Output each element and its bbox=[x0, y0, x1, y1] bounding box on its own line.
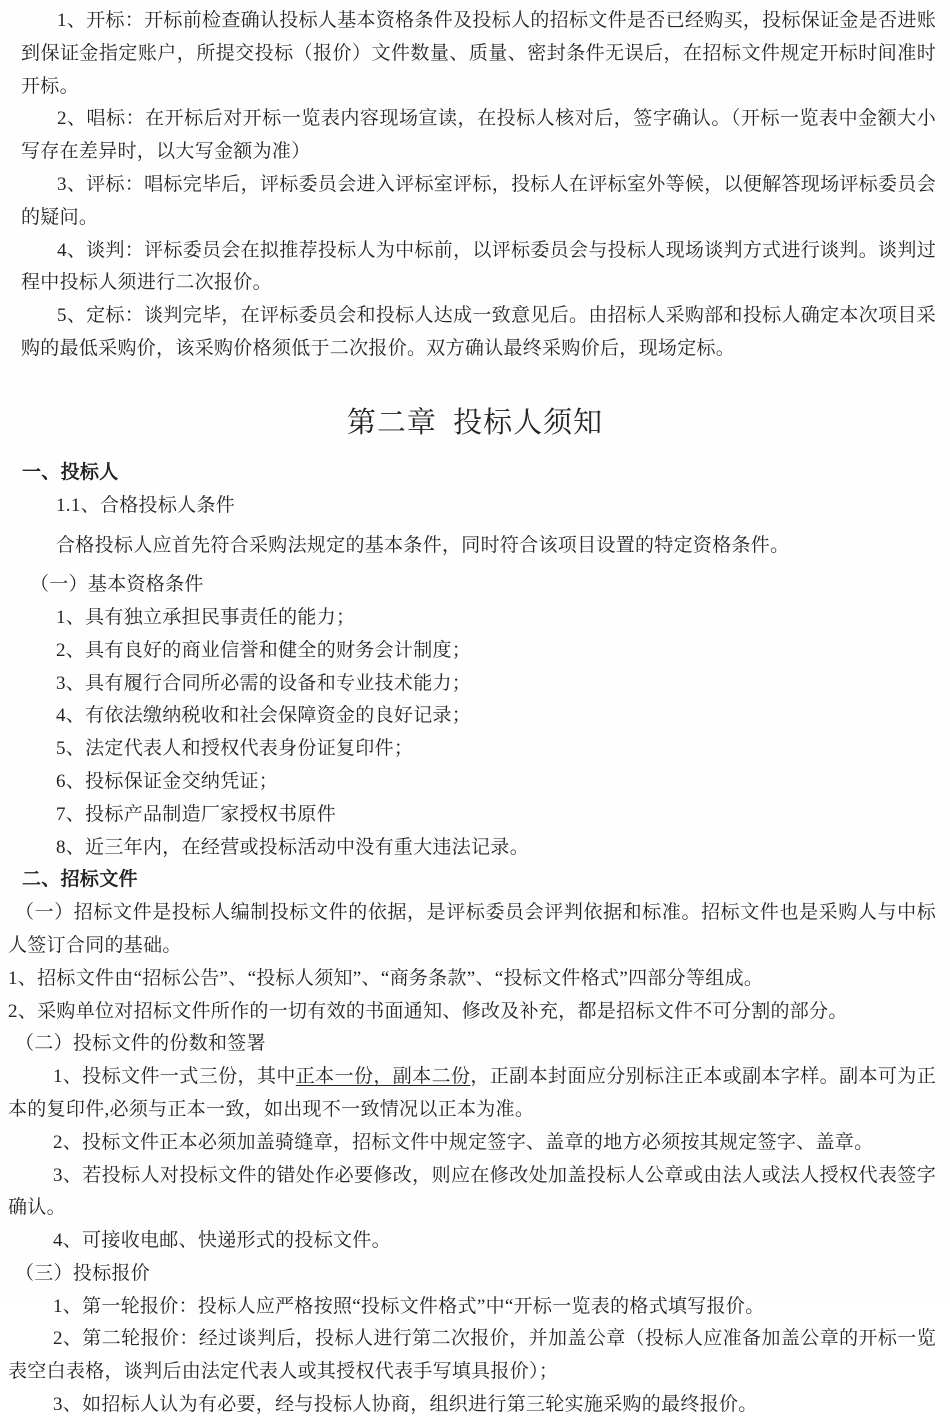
basic-condition-item: 1、具有独立承担民事责任的能力； bbox=[56, 606, 356, 628]
section2-heading: 二、招标文件 bbox=[22, 869, 138, 891]
basic-condition-item: 3、具有履行合同所必需的设备和专业技术能力； bbox=[56, 672, 472, 694]
copies-and-signing-title: （二）投标文件的份数和签署 bbox=[15, 1033, 266, 1055]
basic-condition-item: 6、投标保证金交纳凭证； bbox=[56, 770, 279, 792]
paragraph-read-bid: 2、唱标：在开标后对开标一览表内容现场宣读，在投标人核对后，签字确认。（开标一览表中金额大小写存在差异时，以大写金额为准） bbox=[21, 108, 936, 163]
chapter-title: 第二章 投标人须知 bbox=[346, 406, 604, 439]
section1-sub-heading: 1.1、合格投标人条件 bbox=[56, 494, 236, 516]
copies-item-underlined: 正本一份，副本二份 bbox=[295, 1066, 471, 1088]
basic-condition-item: 2、具有良好的商业信誉和健全的财务会计制度； bbox=[56, 639, 472, 661]
delivery-methods-item: 4、可接收电邮、快递形式的投标文件。 bbox=[53, 1230, 391, 1252]
sealing-stamp-item: 2、投标文件正本必须加盖骑缝章，招标文件中规定签字、盖章的地方必须按其规定签字、盖章。 bbox=[53, 1131, 874, 1153]
paragraph-award: 5、定标：谈判完毕，在评标委员会和投标人达成一致意见后。由招标人采购部和投标人确定本次项目采购的最低采购价，该采购价格须低于二次报价。双方确认最终采购价后，现场定标。 bbox=[21, 305, 936, 359]
second-round-quote-item: 2、第二轮报价：经过谈判后，投标人进行第二次报价，并加盖公章（投标人应准备加盖公章的开标一览表空白表格，谈判后由法定代表人或其授权代表手写填具报价）； bbox=[8, 1328, 936, 1383]
third-round-quote-item: 3、如招标人认为有必要，经与投标人协商，组织进行第三轮实施采购的最终报价。 bbox=[53, 1394, 758, 1416]
corrections-item: 3、若投标人对投标文件的错处作必要修改，则应在修改处加盖投标人公章或由法人或法人授权代表签字确认。 bbox=[8, 1164, 936, 1219]
basic-condition-item: 7、投标产品制造厂家授权书原件 bbox=[56, 803, 337, 825]
section1-heading: 一、投标人 bbox=[22, 461, 119, 483]
section1-lead: 合格投标人应首先符合采购法规定的基本条件，同时符合该项目设置的特定资格条件。 bbox=[56, 535, 790, 557]
tender-doc-amendments-item: 2、采购单位对招标文件所作的一切有效的书面通知、修改及补充，都是招标文件不可分割的部分。 bbox=[8, 1000, 848, 1022]
copies-item bbox=[8, 1061, 936, 1127]
copies-item-pre: 1、投标文件一式三份，其中 bbox=[53, 1066, 296, 1088]
basic-condition-item: 5、法定代表人和授权代表身份证复印件； bbox=[56, 738, 414, 760]
basic-conditions-title: （一）基本资格条件 bbox=[30, 574, 204, 596]
basic-condition-item: 8、近三年内，在经营或投标活动中没有重大违法记录。 bbox=[56, 836, 530, 858]
first-round-quote-item: 1、第一轮报价：投标人应严格按照“投标文件格式”中“开标一览表的格式填写报价。 bbox=[53, 1295, 765, 1317]
paragraph-evaluate-bid: 3、评标：唱标完毕后，评标委员会进入评标室评标，投标人在评标室外等候，以便解答现场评标委员会的疑问。 bbox=[21, 173, 936, 228]
tender-doc-composition-item: 1、招标文件由“招标公告”、“投标人须知”、“商务条款”、“投标文件格式”四部分等组成。 bbox=[8, 967, 764, 989]
basic-condition-item: 4、有依法缴纳税收和社会保障资金的良好记录； bbox=[56, 705, 472, 727]
copies-item-post: ，正副本封面应分别标注正本或副本字样。副本可为正本的复印件,必须与正本一致，如出现不一致情况以正本为准。 bbox=[8, 1066, 937, 1120]
paragraph-negotiation: 4、谈判：评标委员会在拟推荐投标人为中标前，以评标委员会与投标人现场谈判方式进行谈判。谈判过程中投标人须进行二次报价。 bbox=[21, 239, 936, 294]
tender-doc-basis-paragraph: （一）招标文件是投标人编制投标文件的依据，是评标委员会评判依据和标准。招标文件也是采购人与中标人签订合同的基础。 bbox=[8, 902, 936, 956]
paragraph-open-bid: 1、开标：开标前检查确认投标人基本资格条件及投标人的招标文件是否已经购买，投标保证金是否进账到保证金指定账户，所提交投标（报价）文件数量、质量、密封条件无误后，在招标文件规定开标时间准时开标。 bbox=[21, 10, 936, 97]
bid-price-title: （三）投标报价 bbox=[15, 1262, 151, 1284]
